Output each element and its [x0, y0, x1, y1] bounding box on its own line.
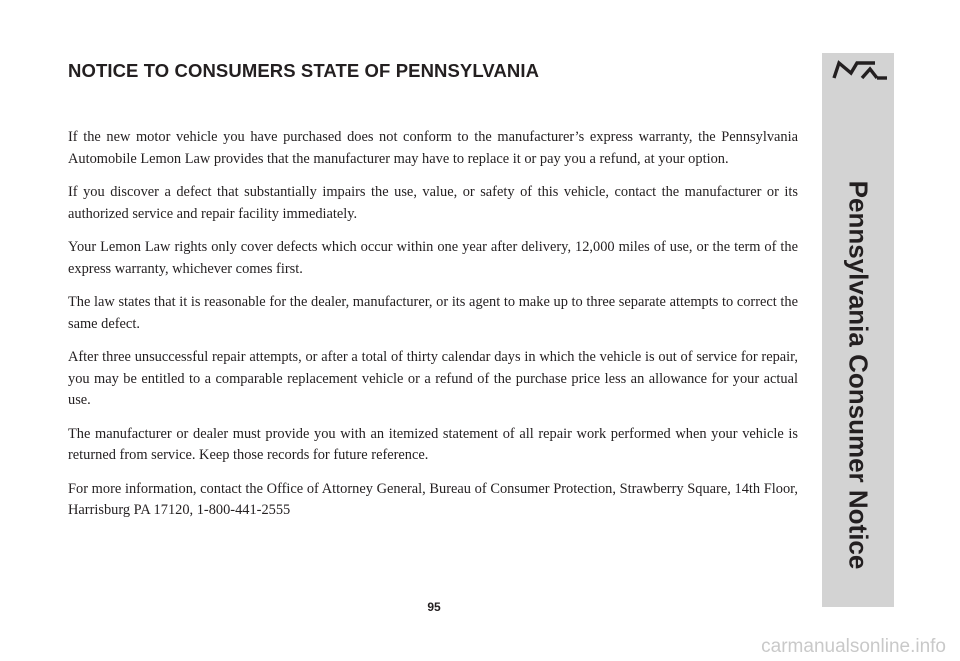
- paragraph: For more information, contact the Office of Attorney General, Bureau of Consumer Protection, Strawberry Square, 14th Floor, Harrisburg PA 17120, 1-800-441-2555: [68, 480, 798, 518]
- kia-logo-icon: [829, 59, 889, 81]
- notice-body: [68, 127, 798, 534]
- paragraph: If you discover a defect that substantially impairs the use, value, or safety of this vehicle, contact the manufacturer or its authorized service and repair facility immediately.: [68, 184, 798, 222]
- watermark: carmanualsonline.info: [761, 636, 946, 657]
- paragraph: The manufacturer or dealer must provide you with an itemized statement of all repair work performed when your vehicle is returned from service. Keep those records for future reference.: [68, 425, 798, 463]
- page-number: 95: [427, 600, 441, 614]
- paragraph: Your Lemon Law rights only cover defects which occur within one year after delivery, 12,000 miles of use, or the term of the express warranty, whichever comes first.: [68, 239, 798, 277]
- paragraph: The law states that it is reasonable for the dealer, manufacturer, or its agent to make up to three separate attempts to correct the same defect.: [68, 294, 798, 332]
- side-section-tab: [822, 53, 894, 607]
- notice-title: NOTICE TO CONSUMERS STATE OF PENNSYLVANIA: [68, 60, 540, 81]
- paragraph: If the new motor vehicle you have purchased does not conform to the manufacturer’s express warranty, the Pennsylvania Automobile Lemon Law provides that the manufacturer may have to replace it or pay you a refund, at your option.: [68, 129, 798, 167]
- paragraph: After three unsuccessful repair attempts, or after a total of thirty calendar days in which the vehicle is out of service for repair, you may be entitled to a comparable replacement vehicle or a refund of the purchase price less an allowance for your actual use.: [68, 349, 798, 408]
- section-title: Pennsylvania Consumer Notice: [843, 180, 874, 570]
